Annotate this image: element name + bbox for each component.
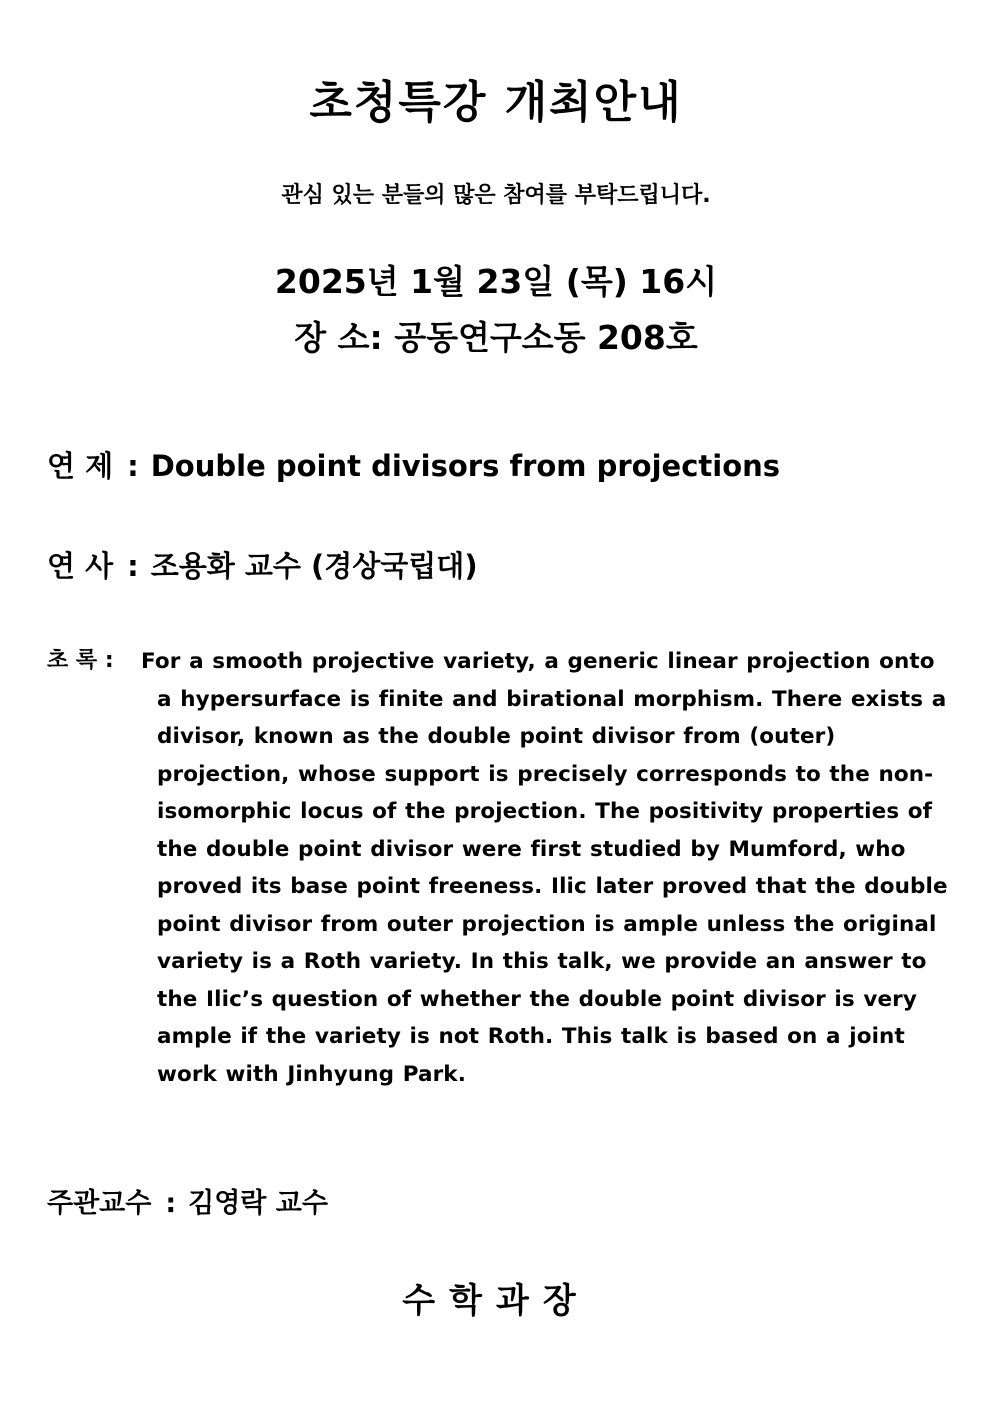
speaker-separator: : [127, 549, 139, 583]
abstract-separator: : [104, 648, 114, 673]
speaker-label: 연 사 [47, 549, 114, 583]
event-place [0, 312, 992, 359]
speaker-row [47, 544, 478, 585]
abstract-label: 초 록 [47, 648, 98, 673]
host-row [47, 1181, 328, 1220]
host-separator: : [165, 1188, 177, 1219]
host-label: 주관교수 [47, 1188, 152, 1219]
place-value: 공동연구소동 208호 [394, 318, 698, 357]
speaker-value: 조용화 교수 (경상국립대) [150, 549, 478, 583]
topic-separator: : [127, 449, 139, 483]
invitation-subtitle: 관심 있는 분들의 많은 참여를 부탁드립니다. [281, 183, 711, 208]
department-signature: 수학과장 [402, 1281, 590, 1321]
event-datetime: 2025년 1월 23일 (목) 16시 [274, 262, 718, 301]
abstract-section [47, 643, 952, 1093]
place-label: 장 소: [294, 318, 383, 357]
abstract-text: For a smooth projective variety, a generic linear projection onto a hypersurface is finite and birational morphism. There exists a divisor, known as the double point divisor from (outer) projection, whose support is precisely corresponds to the non-isomorphic locus of the projection. The positivity properties of the double point divisor were first studied by Mumford, who proved its base point freeness. Ilic later proved that the double point divisor from outer projection is ample unless the original variety is a Roth variety. In this talk, we provide an answer to the Ilic’s question of whether the double point divisor is very ample if the variety is not Roth. This talk is based on a joint work with Jinhyung Park. [141, 649, 948, 1087]
topic-value: Double point divisors from projections [150, 449, 781, 483]
host-value: 김영락 교수 [188, 1188, 328, 1219]
topic-row [47, 444, 780, 485]
topic-label: 연 제 [47, 449, 114, 483]
abstract-label-group [47, 643, 114, 674]
page-title: 초청특강 개최안내 [309, 77, 683, 128]
